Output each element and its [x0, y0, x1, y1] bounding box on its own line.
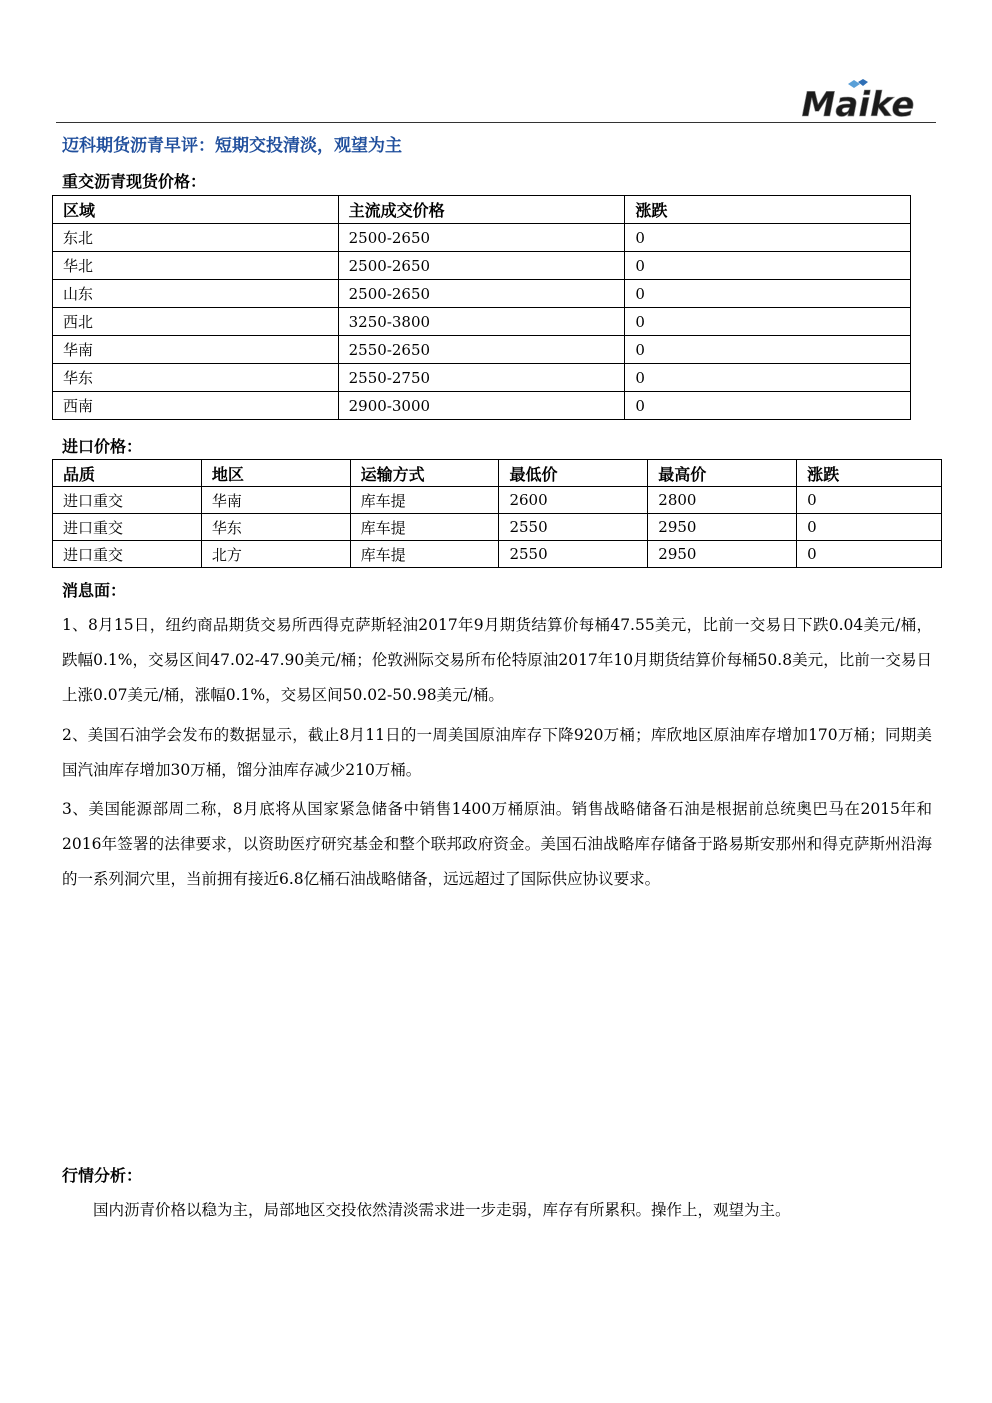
table-cell: 2500-2650 — [338, 224, 625, 252]
svg-text:Maike: Maike — [801, 85, 915, 122]
table-header-row — [53, 460, 942, 487]
table-cell: 西南 — [53, 392, 339, 420]
table-cell: 山东 — [53, 280, 339, 308]
analysis-heading: 行情分析： — [62, 1166, 143, 1185]
import-price-table — [52, 459, 942, 568]
table-cell: 2800 — [648, 487, 797, 514]
table-cell: 0 — [625, 392, 911, 420]
news-heading: 消息面： — [62, 581, 127, 600]
table-cell: 0 — [625, 280, 911, 308]
table-row — [53, 392, 911, 420]
table-cell: 2550-2750 — [338, 364, 625, 392]
table-cell: 华东 — [53, 364, 339, 392]
table-cell: 库车提 — [350, 514, 499, 541]
table-cell: 0 — [797, 514, 942, 541]
table-cell: 2900-3000 — [338, 392, 625, 420]
table-cell: 0 — [625, 336, 911, 364]
table-cell: 进口重交 — [53, 487, 202, 514]
table-row — [53, 364, 911, 392]
table-row — [53, 541, 942, 568]
news-item-1: 1、8月15日，纽约商品期货交易所西得克萨斯轻油2017年9月期货结算价每桶47.55美元，比前一交易日下跌0.04美元/桶，跌幅0.1%，交易区间47.02-47.90美元/桶；伦敦洲际交易所布伦特原油2017年10月期货结算价每桶50.8美元，比前一交易日上涨0.07美元/桶，涨幅0.1%，交易区间50.02-50.98美元/桶。 — [62, 616, 932, 704]
table-cell: 华南 — [53, 336, 339, 364]
table-cell: 0 — [797, 541, 942, 568]
maike-logo — [788, 78, 928, 122]
column-header: 运输方式 — [350, 460, 499, 487]
table-cell: 2600 — [499, 487, 648, 514]
table-cell: 北方 — [201, 541, 350, 568]
spot-heading: 重交沥青现货价格： — [62, 172, 207, 191]
column-header: 主流成交价格 — [338, 196, 625, 224]
column-header: 涨跌 — [625, 196, 911, 224]
column-header: 涨跌 — [797, 460, 942, 487]
table-row — [53, 252, 911, 280]
news-item-2: 2、美国石油学会发布的数据显示，截止8月11日的一周美国原油库存下降920万桶；库欣地区原油库存增加170万桶；同期美国汽油库存增加30万桶，馏分油库存减少210万桶。 — [62, 726, 932, 779]
table-cell: 进口重交 — [53, 514, 202, 541]
analysis-text: 国内沥青价格以稳为主，局部地区交投依然清淡需求进一步走弱，库存有所累积。操作上，观望为主。 — [93, 1201, 791, 1219]
table-cell: 0 — [625, 224, 911, 252]
column-header: 地区 — [201, 460, 350, 487]
table-row — [53, 336, 911, 364]
table-cell: 华南 — [201, 487, 350, 514]
table-row — [53, 514, 942, 541]
import-heading: 进口价格： — [62, 437, 143, 456]
news-item-3: 3、美国能源部周二称，8月底将从国家紧急储备中销售1400万桶原油。销售战略储备石油是根据前总统奥巴马在2015年和2016年签署的法律要求，以资助医疗研究基金和整个联邦政府资金。美国石油战略库存储备于路易斯安那州和得克萨斯州沿海的一系列洞穴里，当前拥有接近6.8亿桶石油战略储备，远远超过了国际供应协议要求。 — [62, 800, 932, 888]
table-cell: 库车提 — [350, 487, 499, 514]
column-header: 品质 — [53, 460, 202, 487]
spot-price-table — [52, 195, 911, 420]
table-row — [53, 280, 911, 308]
table-cell: 华北 — [53, 252, 339, 280]
page-header — [56, 74, 936, 123]
table-cell: 2500-2650 — [338, 280, 625, 308]
table-cell: 西北 — [53, 308, 339, 336]
table-cell: 2550 — [499, 514, 648, 541]
table-cell: 3250-3800 — [338, 308, 625, 336]
table-cell: 2950 — [648, 514, 797, 541]
table-cell: 东北 — [53, 224, 339, 252]
table-row — [53, 487, 942, 514]
table-header-row — [53, 196, 911, 224]
column-header: 最低价 — [499, 460, 648, 487]
table-cell: 0 — [625, 252, 911, 280]
table-cell: 2500-2650 — [338, 252, 625, 280]
table-cell: 华东 — [201, 514, 350, 541]
table-cell: 2950 — [648, 541, 797, 568]
table-cell: 库车提 — [350, 541, 499, 568]
table-cell: 0 — [625, 364, 911, 392]
report-title: 迈科期货沥青早评：短期交投清淡，观望为主 — [62, 136, 402, 156]
table-cell: 0 — [625, 308, 911, 336]
column-header: 区域 — [53, 196, 339, 224]
column-header: 最高价 — [648, 460, 797, 487]
table-cell: 2550-2650 — [338, 336, 625, 364]
table-cell: 2550 — [499, 541, 648, 568]
table-row — [53, 308, 911, 336]
table-cell: 0 — [797, 487, 942, 514]
table-row — [53, 224, 911, 252]
table-cell: 进口重交 — [53, 541, 202, 568]
